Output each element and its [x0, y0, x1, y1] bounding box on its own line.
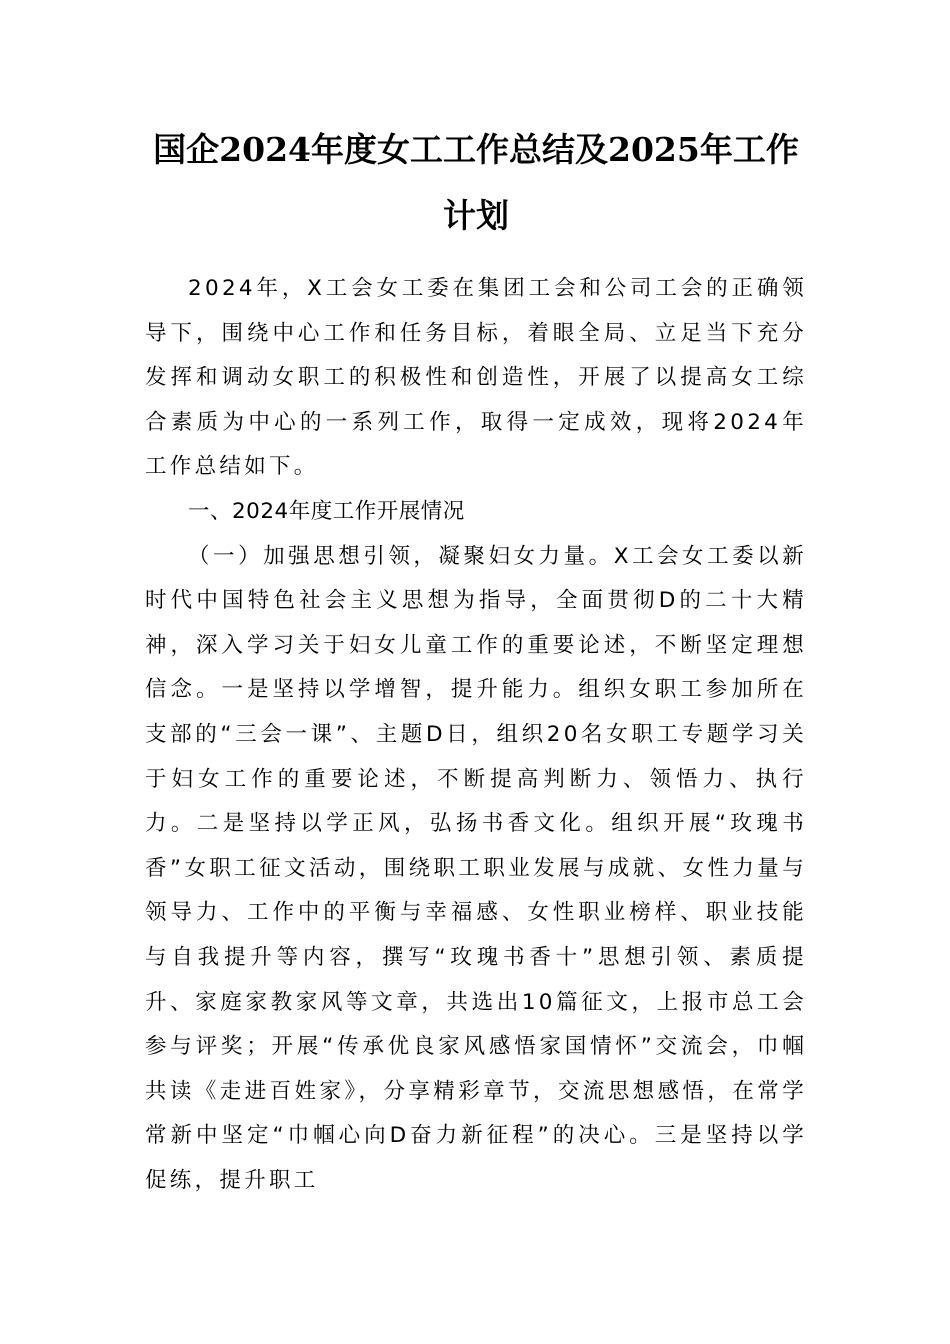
document-title: 国企2024年度女工工作总结及2025年工作计划 [153, 130, 799, 235]
subsection-paragraph [145, 535, 807, 1204]
document-page [145, 0, 807, 1203]
subsection-body: X工会女工委以新时代中国特色社会主义思想为指导，全面贯彻D的二十大精神，深入学习关于妇女儿童工作的重要论述，不断坚定理想信念。一是坚持以学增智，提升能力。组织女职工参加所在支部的“三会一课”、主题D日，组织20名女职工专题学习关于妇女工作的重要论述，不断提高判断力、领悟力、执行力。二是坚持以学正风，弘扬书香文化。组织开展“玫瑰书香”女职工征文活动，围绕职工职业发展与成就、女性力量与领导力、工作中的平衡与幸福感、女性职业榜样、职业技能与自我提升等内容，撰写“玫瑰书香十”思想引领、素质提升、家庭家教家风等文章，共选出10篇征文，上报市总工会参与评奖；开展“传承优良家风感悟家国情怀”交流会，巾帼共读《走进百姓家》，分享精彩章节，交流思想感悟，在常学常新中坚定“巾帼心向D奋力新征程”的决心。三是坚持以学促练，提升职工 [145, 543, 807, 1193]
intro-paragraph: 2024年，X工会女工委在集团工会和公司工会的正确领导下，围绕中心工作和任务目标，着眼全局、立足当下充分发挥和调动女职工的积极性和创造性，开展了以提高女工综合素质为中心的一系列工作，取得一定成效，现将2024年工作总结如下。 [145, 276, 807, 480]
section-heading: 一、2024年度工作开展情况 [188, 498, 465, 524]
subsection-heading: （一）加强思想引领，凝聚妇女力量。 [188, 543, 614, 569]
